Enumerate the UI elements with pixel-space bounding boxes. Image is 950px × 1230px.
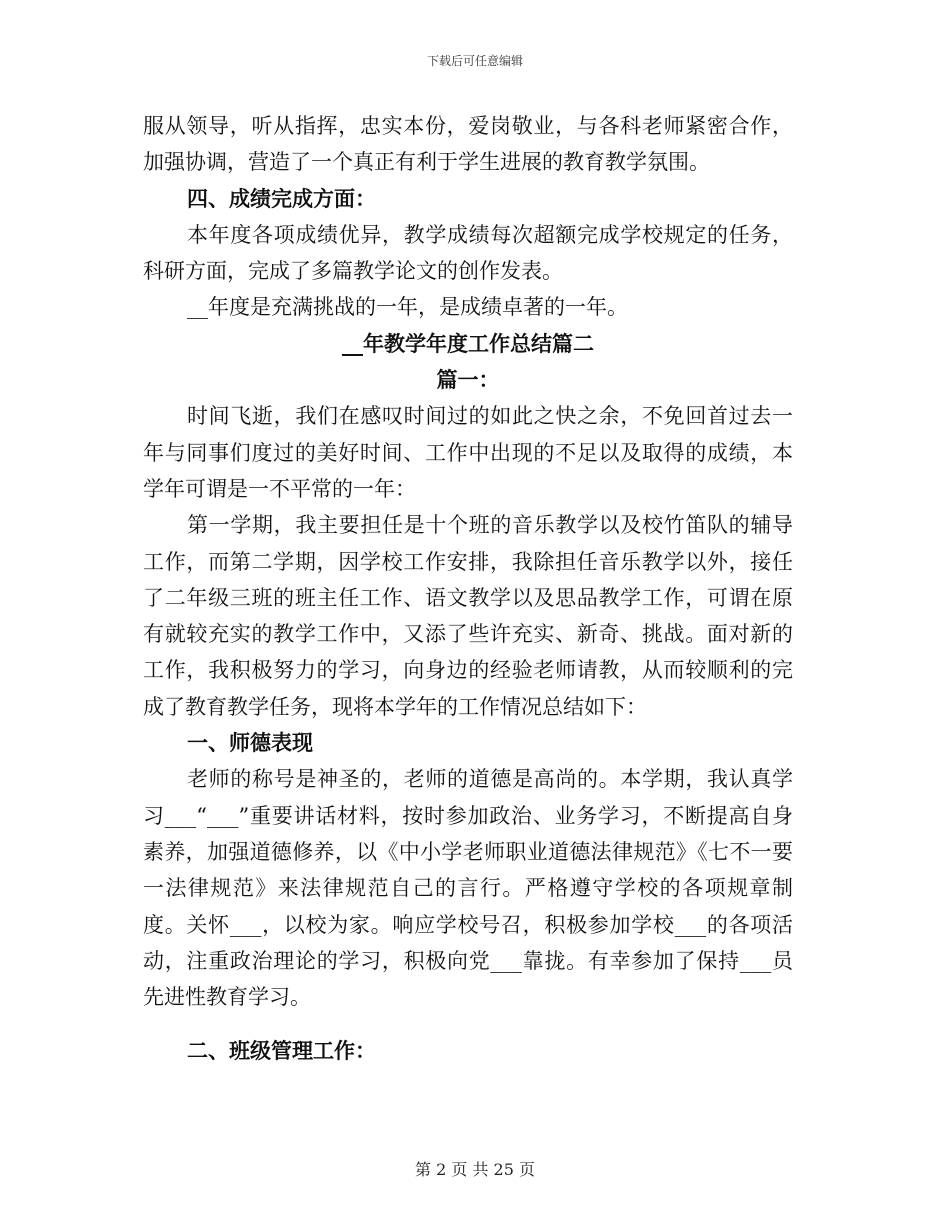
paragraph-work-overview: 第一学期，我主要担任是十个班的音乐教学以及校竹笛队的辅导工作，而第二学期，因学校工作安排，我除担任音乐教学以外，接任了二年级三班的班主任工作、语文教学以及思品教学工作，可谓在原有就较充实的教学工作中，又添了些许充实、新奇、挑战。面对新的工作，我积极努力的学习，向身边的经验老师请教，从而较顺利的完成了教育教学任务，现将本学年的工作情况总结如下： [143, 513, 793, 719]
page-footer: 第 2 页 共 25 页 [415, 1160, 535, 1179]
section-heading-ethics: 一、师德表现 [187, 730, 313, 756]
paragraph-year-summary: __年度是充满挑战的一年，是成绩卓著的一年。 [187, 295, 628, 320]
paragraph-achievements: 本年度各项成绩优异，教学成绩每次超额完成学校规定的任务，科研方面，完成了多篇教学论文的创作发表。 [143, 222, 793, 284]
paragraph-continuation: 服从领导，听从指挥，忠实本份，爱岗敬业，与各科老师紧密合作，加强协调，营造了一个真正有利于学生进展的教育教学氛围。 [143, 114, 793, 175]
document-subtitle: 篇一： [436, 367, 500, 393]
document-body [143, 108, 793, 1070]
page-header: 下载后可任意编辑 [426, 54, 523, 68]
paragraph-intro: 时间飞逝，我们在感叹时间过的如此之快之余，不免回首过去一年与同事们度过的美好时间、工作中出现的不足以及取得的成绩，本学年可谓是一不平常的一年： [143, 404, 793, 501]
section-heading-class-management: 二、班级管理工作： [187, 1038, 376, 1064]
document-title: __年教学年度工作总结篇二 [342, 330, 594, 356]
paragraph-ethics: 老师的称号是神圣的，老师的道德是高尚的。本学期，我认真学习___“___”重要讲话材料，按时参加政治、业务学习，不断提高自身素养，加强道德修养，以《中小学老师职业道德法律规范》《七不一要一法律规范》来法律规范自己的言行。严格遵守学校的各项规章制度。关怀___，以校为家。响应学校号召，积极参加学校___的各项活动，注重政治理论的学习，积极向党___靠拢。有幸参加了保持___员先进性教育学习。 [143, 767, 793, 1010]
section-heading-achievements: 四、成绩完成方面： [187, 185, 376, 211]
